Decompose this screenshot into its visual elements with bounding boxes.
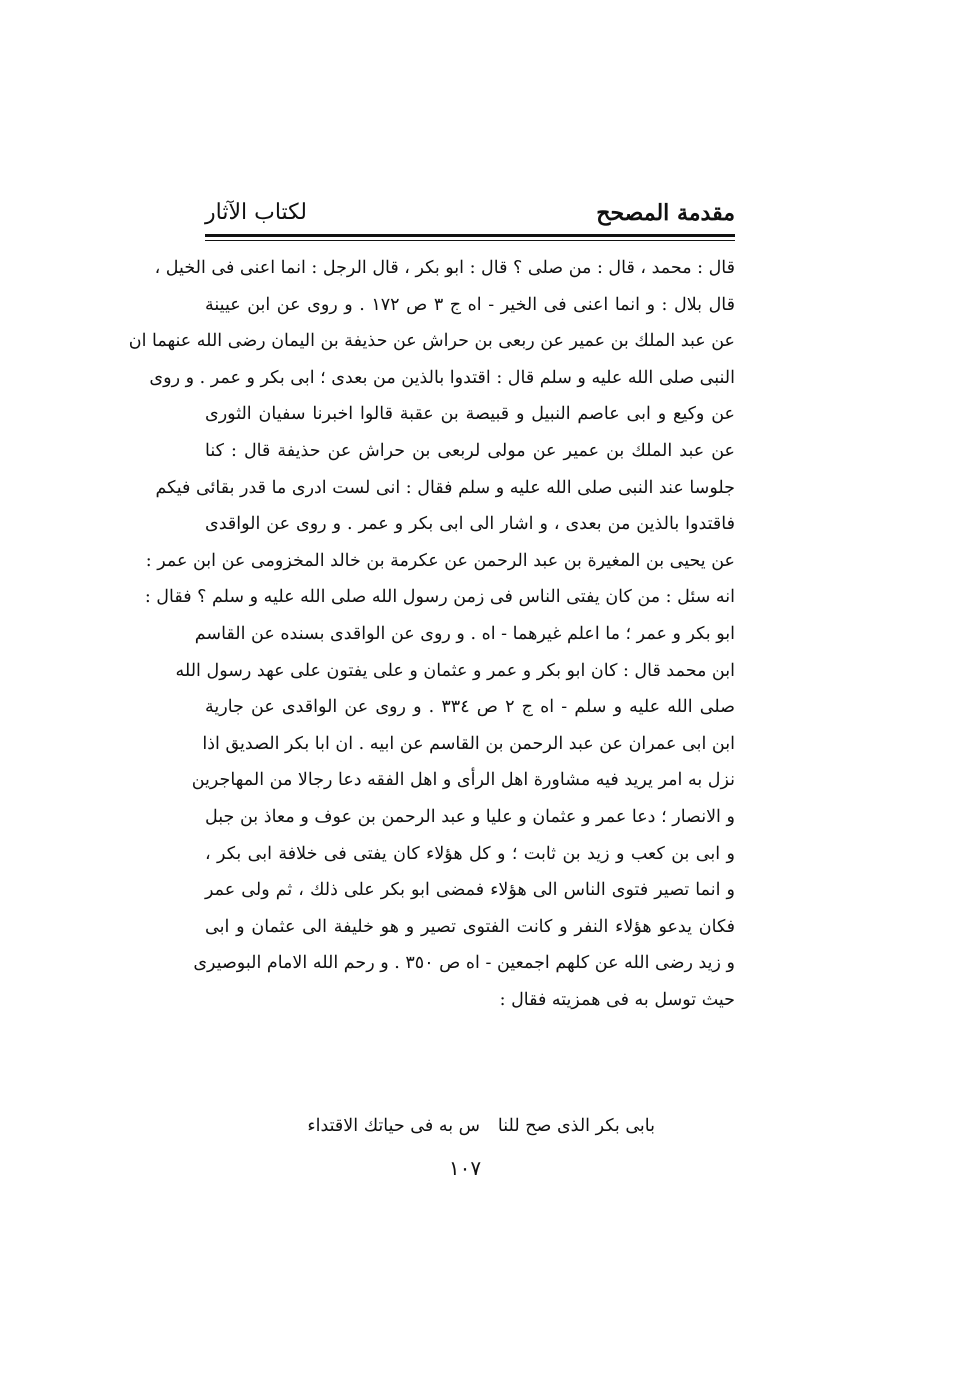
verse-first-hemistich: بابى بكر الذى صح للنا bbox=[497, 1116, 655, 1136]
text-line: فكان يدعو هؤلاء النفر و كانت الفتوى تصير و هو خليفة الى عثمان و ابى bbox=[205, 916, 735, 937]
text-line: صلى الله عليه و سلم - اه ج ٢ ص ٣٣٤ . و روى عن الواقدى عن جارية bbox=[205, 697, 735, 718]
page-header bbox=[205, 193, 735, 233]
text-line: عن عبد الملك بن عمير عن ربعى بن حراش عن حذيفة بن اليمان رضى الله عنهما ان bbox=[128, 331, 735, 352]
text-line: انه سئل : من كان يفتى الناس فى زمن رسول الله صلى الله عليه و سلم ؟ فقال : bbox=[144, 587, 735, 608]
text-line: قال : محمد ، قال : من صلى ؟ قال : ابو بكر ، قال الرجل : انما اعنى فى الخيل ، bbox=[154, 258, 735, 278]
text-line: عن يحيى بن المغيرة بن عبد الرحمن عن عكرمة بن خالد المخزومى عن ابن عمر : bbox=[145, 550, 735, 571]
text-line: عن عبد الملك بن عمير عن مولى لربعى بن حراش عن حذيفة قال : كنا bbox=[205, 440, 735, 461]
header-book-title: لكتاب الآثار bbox=[205, 200, 308, 225]
text-line: و انما تصير فتوى الناس الى هؤلاء فمضى ابو بكر على ذلك ، ثم ولى عمر bbox=[205, 880, 735, 901]
page-number: ١٠٧ bbox=[448, 1156, 482, 1180]
text-line: و الانصار ؛ دعا عمر و عثمان و عليا و عبد الرحمن بن عوف و معاذ بن جبل bbox=[205, 806, 735, 827]
text-line: جلوسا عند النبى صلى الله عليه و سلم فقال : انى لست ادرى ما قدر بقائى فيكم bbox=[155, 477, 735, 498]
header-section-title: مقدمة المصحح bbox=[596, 200, 735, 226]
text-line: نزل به امر يريد فيه مشاورة اهل الرأى و اهل الفقه دعا رجالا من المهاجرين bbox=[191, 770, 735, 791]
verse-second-hemistich: س به فى حياتك الاقتداء bbox=[307, 1116, 480, 1136]
text-line: ابو بكر و عمر ؛ ما اعلم غيرهما - اه . و روى عن الواقدى بسنده عن القاسم bbox=[194, 623, 735, 644]
text-line: و ابى بن كعب و زيد بن ثابت ؛ و كل هؤلاء كان يفتى فى خلافة ابى بكر ، bbox=[205, 843, 735, 864]
text-line: النبى صلى الله عليه و سلم قال : اقتدوا بالذين من بعدى ؛ ابى بكر و عمر . و روى bbox=[149, 367, 735, 388]
text-line: قال بلال : و انما اعنى فى الخير - اه ج ٣ ص ١٧٢ . و روى عن ابن عيينة bbox=[205, 294, 735, 315]
text-line-last: حيث توسل به فى همزيته فقال : bbox=[499, 989, 735, 1010]
text-line: و زيد رضى الله عن كلهم اجمعين - اه ص ٣٥٠ . و رحم الله الامام البوصيرى bbox=[193, 953, 735, 974]
text-line: فاقتدوا بالذين من بعدى ، و اشار الى ابى بكر و عمر . و روى عن الواقدى bbox=[205, 514, 735, 535]
text-line: عن وكيع و ابى عاصم النبيل و قبيصة بن عقبة قالوا اخبرنا سفيان الثورى bbox=[205, 404, 735, 425]
poem-verse bbox=[205, 1108, 735, 1144]
header-rule-thin bbox=[205, 240, 735, 241]
text-line: ابن ابى عمران عن عبد الرحمن بن القاسم عن ابيه . ان ابا بكر الصديق اذا bbox=[202, 733, 735, 754]
body-text bbox=[128, 250, 735, 1018]
text-line: ابن محمد قال : كان ابو بكر و عمر و عثمان و على يفتون على عهد رسول الله bbox=[175, 660, 735, 681]
header-rule-thick bbox=[205, 234, 735, 237]
